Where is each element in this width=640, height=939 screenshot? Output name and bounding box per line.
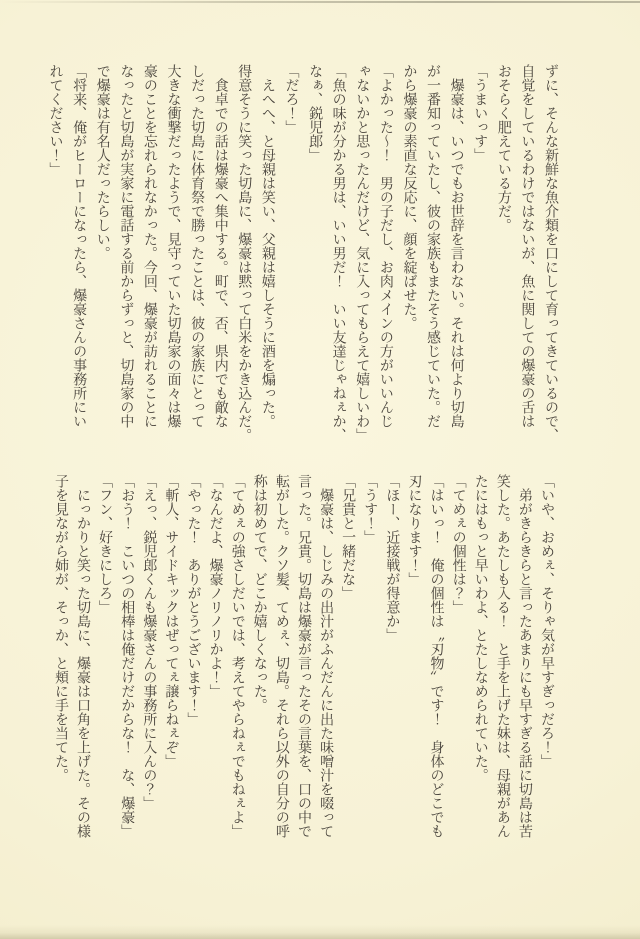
text-line: なったと切島が実家に電話する前からずっと、切島家の中 [118, 64, 135, 428]
text-line: 子を見ながら姉が、そっか、と頬に手を当てた。 [52, 474, 69, 782]
text-line: 「だろ！」 [283, 64, 300, 134]
text-line: 「てめぇの強さしだいでは、考えてやらねぇでもねぇよ」 [229, 474, 246, 838]
text-line: 「いや、おめぇ、そりゃ気が早すぎっだろ！」 [539, 474, 555, 768]
text-line: 爆豪は、いつでもお世辞を言わない。それは何より切島 [448, 64, 465, 428]
text-line: 「おう！ こいつの相棒は俺だけだからな！ な、爆豪」 [119, 474, 136, 838]
text-line: しだった切島に体育祭で勝ったことは、彼の家族にとって [189, 64, 206, 428]
text-line: 「えっ、鋭児郎くんも爆豪さんの事務所に入んの？」 [141, 474, 158, 810]
text-line: 笑した。あたしも入る！ と手を上げた妹は、母親があん [494, 474, 511, 838]
top-text-block [43, 64, 562, 446]
text-line: 食卓での話は爆豪へ集中する。町で、否、県内でも敵な [212, 64, 229, 428]
text-line: ずに、そんな新鮮な魚介類を口にして育ってきているので、 [543, 64, 559, 442]
text-line: にっかりと笑った切島に、爆豪は口角を上げた。その様 [75, 474, 92, 838]
text-line: 「斬人、サイドキックはぜってぇ譲らねぇぞ」 [163, 474, 180, 768]
text-line: 「フン、好きにしろ」 [97, 474, 114, 614]
page-bottom-edge-shadow [0, 925, 640, 939]
text-line: 言った。兄貴。切島は爆豪が言ったその言葉を、口の中で [295, 474, 312, 838]
text-line: 「うまいっす」 [472, 64, 489, 162]
text-line: 得意そうに笑った切島に、爆豪は黙って白米をかき込んだ。 [236, 64, 253, 442]
text-line: 豪のことを忘れられなかった。今回、爆豪が訪れることに [141, 64, 158, 428]
text-line: ゃないかと思ったんだけど、気に入ってもらえて嬉しいわ」 [354, 64, 371, 442]
text-line: 刃になります！」 [406, 474, 423, 586]
text-line: 「てめぇの個性は？」 [450, 474, 467, 614]
text-line: 「魚の味が分かる男は、いい男だ！ いい友達じゃねぇか、 [330, 64, 347, 442]
text-line: 大きな衝撃だったようで、見守っていた切島家の面々は爆 [165, 64, 182, 428]
text-line: れてください！」 [47, 64, 64, 176]
text-line: えへへ、と母親は笑い、父親は嬉しそうに酒を煽った。 [259, 64, 276, 428]
text-line: 「やった！ ありがとうございます！」 [185, 474, 202, 726]
text-line: 「将来、俺がヒーローになったら、爆豪さんの事務所にい [71, 64, 88, 428]
text-line: から爆豪の素直な反応に、顔を綻ばせた。 [401, 64, 418, 330]
text-line: 「ほー、近接戦が得意か」 [384, 474, 401, 642]
text-line: 「なんだよ、爆豪ノリノリかよ！」 [207, 474, 224, 698]
text-line: で爆豪は有名人だったらしい。 [94, 64, 111, 260]
bottom-text-block [50, 474, 558, 854]
text-line: が一番知っていたし、彼の家族もまたそう感じていた。だ [425, 64, 442, 428]
text-line: 「うす！」 [362, 474, 379, 544]
text-line: 「兄貴と一緒だな」 [340, 474, 357, 600]
text-line: おそらく肥えている方だ。 [495, 64, 512, 232]
text-line: 転がした。クソ髪、てめぇ、切島。それら以外の自分の呼 [273, 474, 290, 838]
page-top-edge-shadow [0, 1, 640, 3]
text-line: 称は初めてで、どこか嬉しくなった。 [251, 474, 268, 712]
text-line: 「よかった～！ 男の子だし、お肉メインの方がいいんじ [377, 64, 394, 428]
text-line: 自覚をしているわけではないが、魚に関しての爆豪の舌は [519, 64, 536, 428]
text-line: たにはもっと早いわよ、とたしなめられていた。 [472, 474, 489, 782]
text-line: 「はいっ！ 俺の個性は〝刃物〟です！ 身体のどこでも [428, 474, 445, 838]
text-line: なぁ、鋭児郎」 [307, 64, 324, 162]
text-line: 爆豪は、しじみの出汁がふんだんに出た味噌汁を啜って [318, 474, 335, 838]
text-line: 弟がきらきらと言ったあまりにも早すぎる話に切島は苦 [516, 474, 533, 838]
